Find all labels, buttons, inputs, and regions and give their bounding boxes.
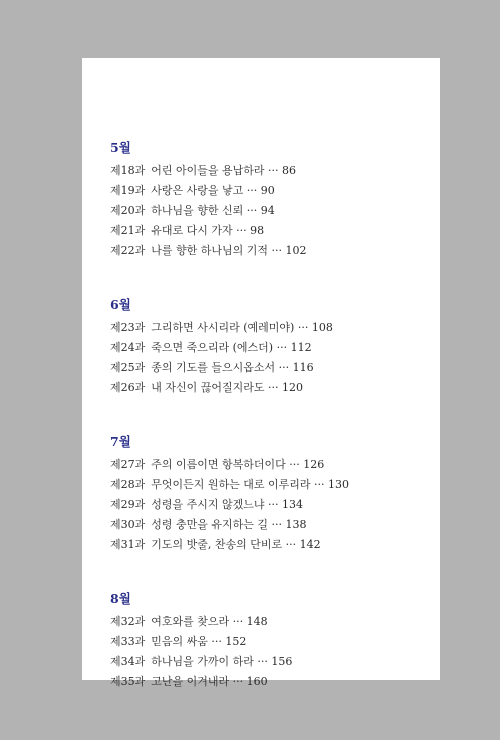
lesson-title: 하나님을 가까이 하라 [151,655,254,668]
leader-dots: ··· [285,538,297,551]
page-number: 94 [260,204,275,217]
page-number: 152 [225,635,247,648]
book-page [82,58,440,688]
page-number: 138 [285,518,307,531]
lesson-title: 종의 기도를 들으시옵소서 [151,361,276,374]
lesson-number: 제28과 [110,478,146,491]
lesson-title: 성령을 주시지 않겠느냐 [151,498,265,511]
page-number: 98 [250,224,265,237]
leader-dots: ··· [268,498,279,511]
month-title: 8월 [110,591,131,606]
page-number: 130 [328,478,350,491]
lesson-number: 제24과 [110,341,146,354]
page-number: 108 [311,321,333,334]
page-number: 148 [246,615,268,628]
lesson-number: 제23과 [110,321,146,334]
lesson-title: 믿음의 싸움 [151,635,208,648]
lesson-title: 고난을 이겨내라 [151,675,230,688]
lesson-number: 제19과 [110,184,146,197]
lesson-title: 사랑은 사랑을 낳고 [151,184,244,197]
page-number: 134 [282,498,304,511]
page-number: 86 [282,164,297,177]
leader-dots: ··· [289,458,300,471]
month-section-july [110,432,430,555]
toc-entry [110,358,430,378]
toc-entry [110,612,430,632]
toc-entry [110,455,430,475]
lesson-title: 여호와를 찾으라 [151,615,230,628]
toc-entry [110,535,430,555]
toc-entry [110,221,430,241]
month-section-august [110,589,430,692]
lesson-number: 제35과 [110,675,146,688]
lesson-title: 성령 충만을 유지하는 길 [151,518,268,531]
leader-dots: ··· [276,341,288,354]
page-number: 120 [282,381,304,394]
leader-dots: ··· [314,478,325,491]
leader-dots: ··· [278,361,290,374]
table-of-contents [110,138,430,726]
page-number: 142 [299,538,321,551]
leader-dots: ··· [271,518,282,531]
month-section-june [110,295,430,398]
toc-entry [110,632,430,652]
lesson-title: 유대로 다시 가자 [151,224,233,237]
month-section-may [110,138,430,261]
lesson-number: 제21과 [110,224,146,237]
lesson-title: 내 자신이 끊어질지라도 [151,381,265,394]
page-number: 126 [303,458,325,471]
lesson-number: 제30과 [110,518,146,531]
leader-dots: ··· [232,675,244,688]
leader-dots: ··· [271,244,282,257]
leader-dots: ··· [268,164,279,177]
month-title: 5월 [110,140,131,155]
toc-entry [110,181,430,201]
lesson-number: 제34과 [110,655,146,668]
month-title: 7월 [110,434,131,449]
lesson-number: 제22과 [110,244,146,257]
page-number: 112 [290,341,312,354]
lesson-number: 제20과 [110,204,146,217]
toc-entry [110,495,430,515]
page-number: 160 [246,675,268,688]
toc-entry [110,161,430,181]
leader-dots: ··· [246,204,258,217]
leader-dots: ··· [246,184,258,197]
lesson-title: 기도의 밧줄, 찬송의 단비로 [151,538,283,551]
lesson-number: 제26과 [110,381,146,394]
lesson-number: 제25과 [110,361,146,374]
toc-entry [110,241,430,261]
leader-dots: ··· [232,615,244,628]
leader-dots: ··· [268,381,279,394]
toc-entry [110,475,430,495]
leader-dots: ··· [297,321,309,334]
lesson-title: 주의 이름이면 항복하더이다 [151,458,286,471]
toc-entry [110,652,430,672]
lesson-title: 그리하면 사시리라 (예레미야) [151,321,295,334]
toc-entry [110,338,430,358]
lesson-number: 제27과 [110,458,146,471]
page-number: 116 [292,361,314,374]
toc-entry [110,201,430,221]
lesson-title: 죽으면 죽으리라 (에스더) [151,341,274,354]
page-number: 156 [271,655,293,668]
leader-dots: ··· [257,655,268,668]
lesson-number: 제33과 [110,635,146,648]
lesson-number: 제31과 [110,538,146,551]
lesson-number: 제18과 [110,164,146,177]
page-number: 102 [285,244,307,257]
lesson-title: 어린 아이들을 용납하라 [151,164,265,177]
page-number: 90 [260,184,275,197]
lesson-number: 제32과 [110,615,146,628]
toc-entry [110,672,430,692]
lesson-title: 무엇이든지 원하는 대로 이루리라 [151,478,311,491]
toc-entry [110,318,430,338]
lesson-number: 제29과 [110,498,146,511]
toc-entry [110,515,430,535]
leader-dots: ··· [236,224,247,237]
leader-dots: ··· [211,635,222,648]
month-title: 6월 [110,297,131,312]
lesson-title: 하나님을 향한 신뢰 [151,204,244,217]
lesson-title: 나를 향한 하나님의 기적 [151,244,268,257]
toc-entry [110,378,430,398]
